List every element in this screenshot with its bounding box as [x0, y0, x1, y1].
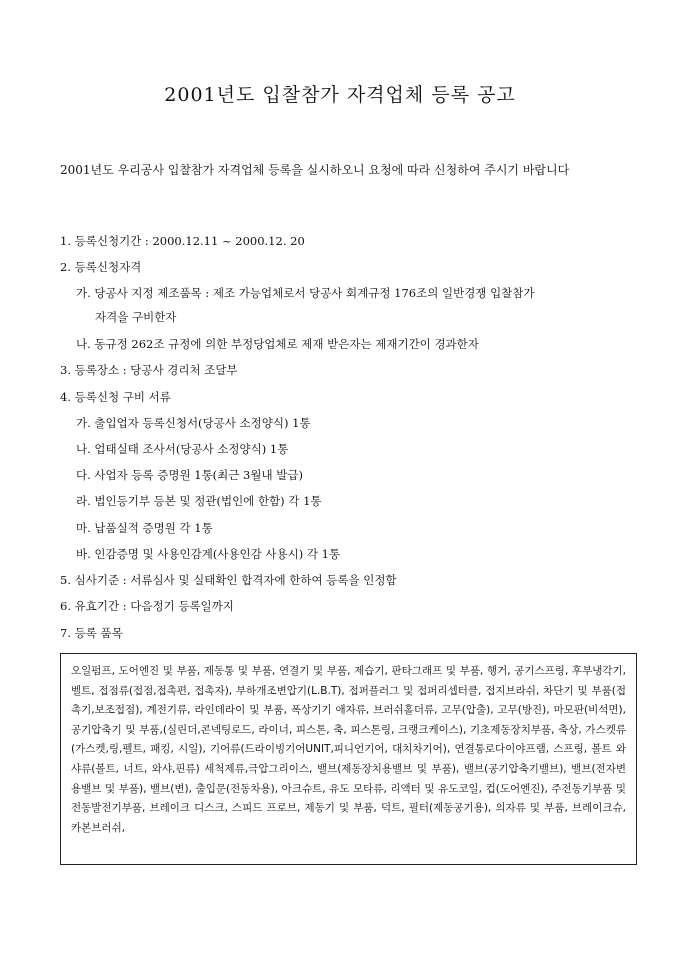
registration-period: 1. 등록신청기간 : 2000.12.11 ~ 2000.12. 20 — [60, 234, 305, 248]
qualification-item-ga-line1: 가. 당공사 지정 제조품목 : 제조 가능업체로서 당공사 회계규정 176조의 일반경쟁 입찰참가 — [76, 286, 535, 300]
document-item: 다. 사업자 등록 증명원 1통(최근 3월내 발급) — [76, 468, 303, 482]
documents-heading: 4. 등록신청 구비 서류 — [60, 390, 171, 404]
qualification-item-na: 나. 동규정 262조 규정에 의한 부정당업체로 제재 받은자는 제재기간이 경과한자 — [76, 337, 479, 351]
registration-place: 3. 등록장소 : 당공사 경리처 조달부 — [60, 363, 238, 377]
document-item: 나. 업태실태 조사서(당공사 소정양식) 1통 — [76, 442, 289, 456]
qualification-item-ga-line2: 자격을 구비한자 — [95, 310, 177, 324]
validity-period: 6. 유효기간 : 다음정기 등록일까지 — [60, 599, 234, 613]
document-item: 바. 인감증명 및 사용인감계(사용인감 사용시) 각 1통 — [76, 547, 341, 561]
review-criteria: 5. 심사기준 : 서류심사 및 실태확인 합격자에 한하여 등록을 인정함 — [60, 573, 397, 587]
registered-items-box — [60, 653, 637, 865]
registered-items-text: 오일펌프, 도어엔진 및 부품, 제동통 및 부품, 연결기 및 부품, 제습기, 판타그래프 및 부품, 행거, 공기스프링, 후부냉각기, 벨트, 접점류(접점,접촉편, 접촉자), 부하개조변압기(L.B.T), 접퍼플러그 및 접퍼리셉터클, 접지브라쉬, 차단기 및 부품(접촉기,보조접점), 계전기류, 라인데라이 및 부품, 폭상기기 애자류, 브러쉬홀더류, 고무(압출), 고무(방진), 마모판(비석면),공기압축기 및 부품,(실린더,콘넥팅로드, 라이너, 피스톤, 축, 피스톤링, 크랭크케이스), 기초제동장치부품, 축상, 가스켓류(가스켓,링,펠트, 패킹, 시일), 기어류(드라이빙기어UNIT,피니언기어, 대치차기어), 연결통로다이야프램, 스프링, 볼트 와샤류(볼트, 너트, 와샤,핀류) 세척제류,극압그리이스, 밸브(제동장치용밸브 및 부품), 밸브(공기압축기밸브), 밸브(전자변용밸브 및 부품), 밸브(변), 출입문(전동차용), 아크슈트, 유도 모타류, 리액터 및 유도코일, 컵(도어엔진), 주전동기부품 및 전동발전기부품, 브레이크 디스크, 스피드 프로브, 제동기 및 부품, 덕트, 필터(제동공기용), 의자류 및 부품, 브레이크슈, 카본브러쉬, — [71, 665, 626, 834]
document-item: 가. 출입업자 등록신청서(당공사 소정양식) 1통 — [76, 416, 311, 430]
document-title: 2001년도 입찰참가 자격업체 등록 공고 — [164, 84, 516, 106]
qualification-heading: 2. 등록신청자격 — [60, 260, 142, 274]
intro-paragraph: 2001년도 우리공사 입찰참가 자격업체 등록을 실시하오니 요청에 따라 신청하여 주시기 바랍니다 — [60, 163, 570, 177]
document-item: 마. 납품실적 증명원 각 1통 — [76, 521, 213, 535]
items-heading: 7. 등록 품목 — [60, 626, 123, 640]
document-item: 라. 법인등기부 등본 및 정관(법인에 한함) 각 1통 — [76, 494, 322, 508]
